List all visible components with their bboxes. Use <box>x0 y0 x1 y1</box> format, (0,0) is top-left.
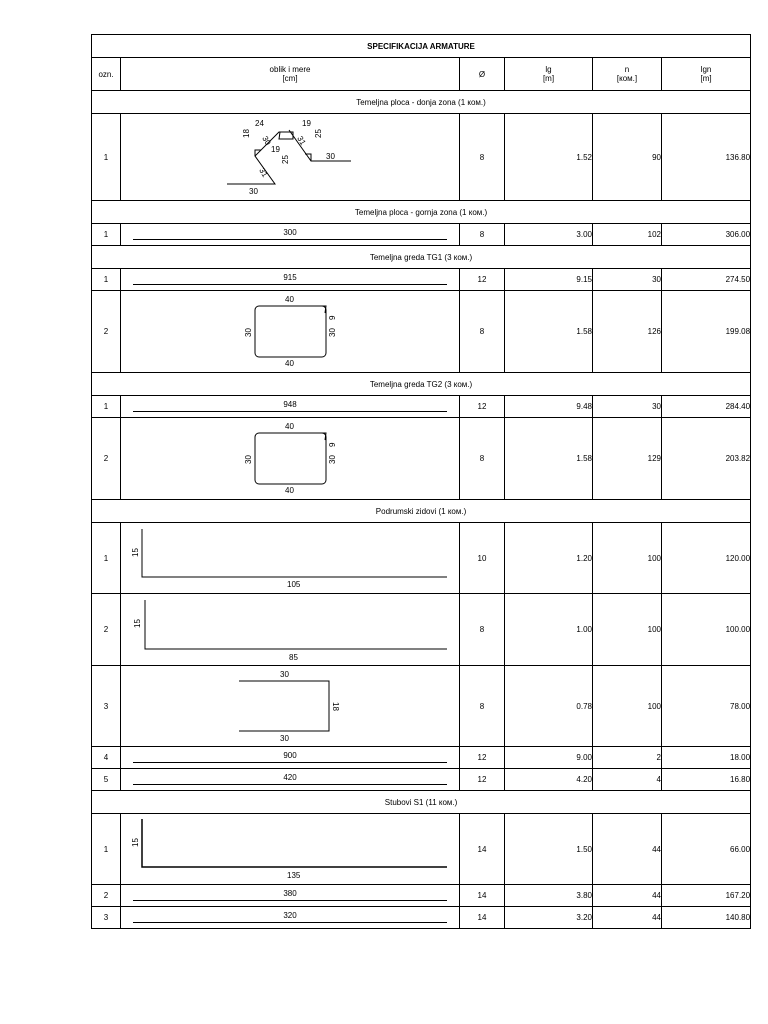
cell-lg: 9.00 <box>505 747 593 769</box>
dim-label: 18 <box>331 702 340 711</box>
cell-fi: 14 <box>460 907 505 929</box>
dim-label: 40 <box>285 422 294 431</box>
straight-bar-line <box>133 922 447 923</box>
dim-label: 30 <box>280 670 289 679</box>
cell-lg: 3.00 <box>505 224 593 246</box>
cell-fi: 14 <box>460 885 505 907</box>
table-row <box>92 814 751 885</box>
cell-n: 126 <box>593 291 662 373</box>
cell-fi: 8 <box>460 666 505 747</box>
table-row <box>92 396 751 418</box>
cell-lg: 1.52 <box>505 114 593 201</box>
cell-lgn: 100.00 <box>662 594 751 666</box>
cell-n: 2 <box>593 747 662 769</box>
header-n-label: n <box>624 65 630 74</box>
cell-fi: 8 <box>460 291 505 373</box>
dim-label: 19 <box>302 119 311 128</box>
header-lg <box>505 58 593 91</box>
dim-label: 31 <box>257 166 270 179</box>
dim-label: 135 <box>287 871 301 880</box>
header-lg-label: lg <box>545 65 552 74</box>
shape-straight-bar <box>121 769 460 791</box>
stirrup-drawing <box>121 418 460 499</box>
reinforcement-spec-table <box>91 34 751 929</box>
header-oblik-unit: [cm] <box>282 74 298 83</box>
table-row <box>92 114 751 201</box>
shape-l-bar <box>121 523 460 594</box>
cell-ozn: 2 <box>92 594 121 666</box>
cell-fi: 10 <box>460 523 505 594</box>
cell-lgn: 78.00 <box>662 666 751 747</box>
cell-ozn: 1 <box>92 523 121 594</box>
bar-length: 420 <box>283 773 297 782</box>
header-fi <box>460 58 505 91</box>
table-row <box>92 224 751 246</box>
dim-label: 40 <box>285 295 294 304</box>
header-lgn <box>662 58 751 91</box>
table-row <box>92 291 751 373</box>
dim-label: 30 <box>260 134 273 147</box>
cell-lg: 1.50 <box>505 814 593 885</box>
table-row <box>92 594 751 666</box>
table-row <box>92 523 751 594</box>
dim-label: 25 <box>281 155 290 164</box>
dim-label: 85 <box>289 653 298 662</box>
cell-fi: 12 <box>460 269 505 291</box>
cell-lg: 9.15 <box>505 269 593 291</box>
header-lgn-unit: [m] <box>700 74 712 83</box>
header-oblik-label: oblik i mere <box>269 65 311 74</box>
dim-label: 30 <box>328 328 337 337</box>
shape-stirrup <box>121 291 460 373</box>
cell-lgn: 203.82 <box>662 418 751 500</box>
cell-n: 102 <box>593 224 662 246</box>
section-title: Temeljna greda TG1 (3 ком.) <box>92 246 751 269</box>
header-row <box>92 58 751 91</box>
cell-n: 30 <box>593 396 662 418</box>
stirrup-drawing <box>121 291 460 372</box>
cell-lgn: 136.80 <box>662 114 751 201</box>
cell-lgn: 16.80 <box>662 769 751 791</box>
section-title: Temeljna greda TG2 (3 ком.) <box>92 373 751 396</box>
header-n <box>593 58 662 91</box>
dim-label: 18 <box>242 129 251 138</box>
straight-bar-line <box>133 900 447 901</box>
section-title: Stubovi S1 (11 ком.) <box>92 791 751 814</box>
cell-lg: 0.78 <box>505 666 593 747</box>
cell-ozn: 3 <box>92 907 121 929</box>
dim-label: 15 <box>131 838 140 847</box>
straight-bar-line <box>133 411 447 412</box>
bar-length: 300 <box>283 228 297 237</box>
cell-n: 4 <box>593 769 662 791</box>
section-title: Temeljna ploca - donja zona (1 ком.) <box>92 91 751 114</box>
cell-ozn: 2 <box>92 885 121 907</box>
table-row <box>92 666 751 747</box>
cell-ozn: 2 <box>92 418 121 500</box>
cell-fi: 8 <box>460 224 505 246</box>
header-n-unit: [ком.] <box>616 74 638 83</box>
bar-length: 320 <box>283 911 297 920</box>
cell-lg: 1.58 <box>505 291 593 373</box>
bar-length: 380 <box>283 889 297 898</box>
straight-bar-line <box>133 239 447 240</box>
cell-lg: 3.80 <box>505 885 593 907</box>
shape-straight-bar <box>121 885 460 907</box>
cell-fi: 12 <box>460 747 505 769</box>
cell-ozn: 1 <box>92 396 121 418</box>
cell-fi: 8 <box>460 114 505 201</box>
cell-fi: 12 <box>460 769 505 791</box>
cell-ozn: 1 <box>92 224 121 246</box>
cell-lgn: 120.00 <box>662 523 751 594</box>
dim-label: 15 <box>131 548 140 557</box>
header-ozn <box>92 58 121 91</box>
cell-n: 44 <box>593 814 662 885</box>
cell-ozn: 4 <box>92 747 121 769</box>
cell-lgn: 66.00 <box>662 814 751 885</box>
cell-ozn: 3 <box>92 666 121 747</box>
cell-lg: 1.58 <box>505 418 593 500</box>
dim-label: 15 <box>133 619 142 628</box>
shape-straight-bar <box>121 907 460 929</box>
shape-straight-bar <box>121 224 460 246</box>
cell-fi: 8 <box>460 594 505 666</box>
cell-n: 100 <box>593 594 662 666</box>
cell-ozn: 2 <box>92 291 121 373</box>
dim-label: 40 <box>285 486 294 495</box>
dim-label: 24 <box>255 119 264 128</box>
dim-label: 30 <box>244 455 253 464</box>
l-bar-drawing <box>121 814 460 884</box>
dim-label: 19 <box>271 145 280 154</box>
header-oblik <box>121 58 460 91</box>
header-lg-unit: [m] <box>542 74 555 83</box>
cell-lgn: 140.80 <box>662 907 751 929</box>
shape-u-bar <box>121 666 460 747</box>
straight-bar-line <box>133 784 447 785</box>
shape-straight-bar <box>121 269 460 291</box>
cell-lg: 1.00 <box>505 594 593 666</box>
cell-lg: 9.48 <box>505 396 593 418</box>
dim-label: 30 <box>244 328 253 337</box>
shape-straight-bar <box>121 747 460 769</box>
l-bar-drawing <box>121 523 460 593</box>
dim-label: 30 <box>249 187 258 196</box>
dim-label: 30 <box>328 455 337 464</box>
straight-bar-line <box>133 284 447 285</box>
section-title: Podrumski zidovi (1 ком.) <box>92 500 751 523</box>
straight-bar-line <box>133 762 447 763</box>
cell-fi: 8 <box>460 418 505 500</box>
dim-label: 105 <box>287 580 301 589</box>
zigzag-bar-drawing <box>121 114 460 200</box>
cell-n: 100 <box>593 666 662 747</box>
dim-label: 9 <box>328 442 337 447</box>
cell-lg: 3.20 <box>505 907 593 929</box>
bar-length: 900 <box>283 751 297 760</box>
dim-label: 25 <box>314 129 323 138</box>
cell-lgn: 306.00 <box>662 224 751 246</box>
bar-length: 915 <box>283 273 297 282</box>
dim-label: 30 <box>280 734 289 743</box>
table-row <box>92 418 751 500</box>
cell-ozn: 1 <box>92 814 121 885</box>
cell-n: 129 <box>593 418 662 500</box>
table-row <box>92 747 751 769</box>
cell-lg: 4.20 <box>505 769 593 791</box>
table-row <box>92 885 751 907</box>
cell-lgn: 167.20 <box>662 885 751 907</box>
shape-l-bar <box>121 814 460 885</box>
cell-n: 30 <box>593 269 662 291</box>
header-fi-label: Ø <box>478 69 486 79</box>
table-title: SPECIFIKACIJA ARMATURE <box>92 35 751 58</box>
cell-lg: 1.20 <box>505 523 593 594</box>
shape-straight-bar <box>121 396 460 418</box>
l-bar-drawing <box>121 594 460 665</box>
cell-ozn: 5 <box>92 769 121 791</box>
cell-lgn: 284.40 <box>662 396 751 418</box>
cell-n: 100 <box>593 523 662 594</box>
cell-ozn: 1 <box>92 114 121 201</box>
bar-length: 948 <box>283 400 297 409</box>
shape-l-bar <box>121 594 460 666</box>
shape-stirrup <box>121 418 460 500</box>
cell-lgn: 199.08 <box>662 291 751 373</box>
dim-label: 30 <box>326 152 335 161</box>
dim-label: 31 <box>295 134 308 147</box>
header-ozn-label: ozn. <box>98 69 114 79</box>
table-row <box>92 769 751 791</box>
cell-n: 90 <box>593 114 662 201</box>
cell-fi: 12 <box>460 396 505 418</box>
dim-label: 9 <box>328 315 337 320</box>
table-row <box>92 907 751 929</box>
cell-lgn: 18.00 <box>662 747 751 769</box>
section-title: Temeljna ploca - gornja zona (1 ком.) <box>92 201 751 224</box>
cell-n: 44 <box>593 885 662 907</box>
header-lgn-label: lgn <box>700 65 712 74</box>
dim-label: 40 <box>285 359 294 368</box>
cell-fi: 14 <box>460 814 505 885</box>
table-row <box>92 269 751 291</box>
shape-zigzag <box>121 114 460 201</box>
cell-ozn: 1 <box>92 269 121 291</box>
cell-lgn: 274.50 <box>662 269 751 291</box>
u-bar-drawing <box>121 666 460 746</box>
cell-n: 44 <box>593 907 662 929</box>
